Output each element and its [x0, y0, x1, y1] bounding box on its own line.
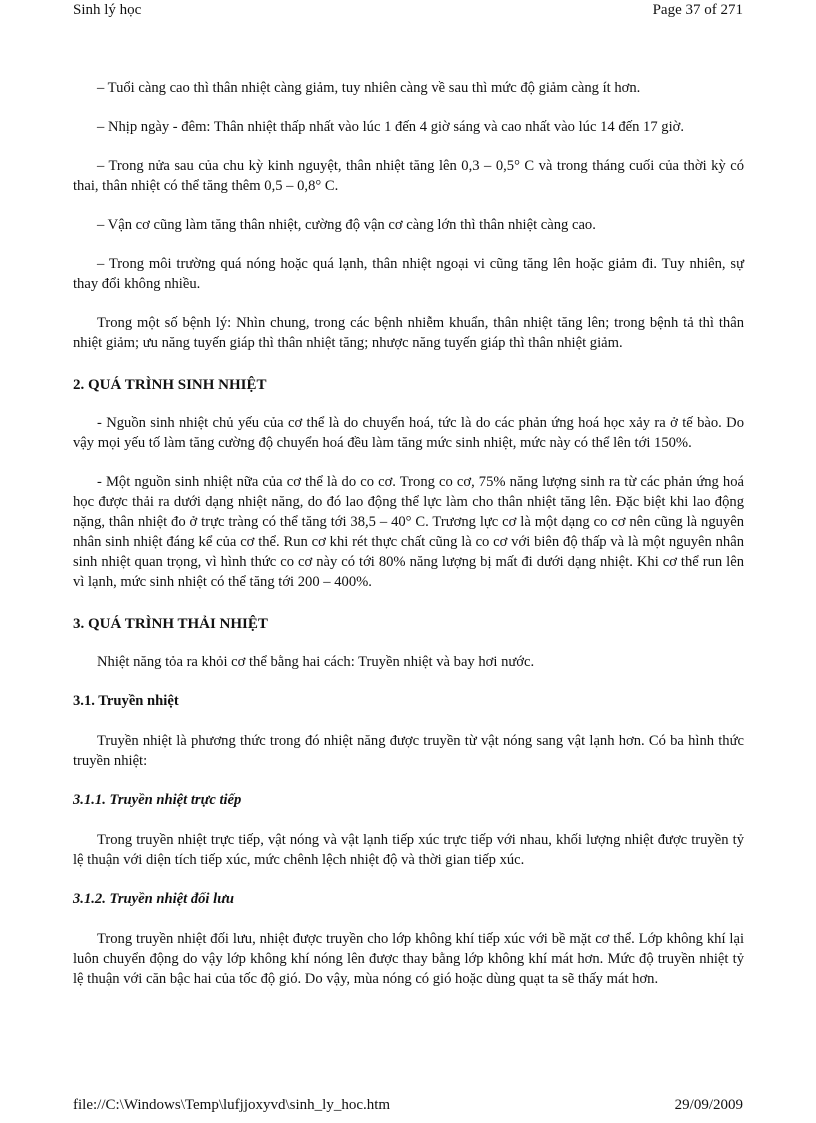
paragraph: Truyền nhiệt là phương thức trong đó nhiệt năng được truyền từ vật nóng sang vật lạnh hơn. Có ba hình thức truyền nhiệt: — [73, 733, 744, 769]
section-heading: 2. QUÁ TRÌNH SINH NHIỆT — [73, 377, 267, 393]
paragraph: – Trong môi trường quá nóng hoặc quá lạnh, thân nhiệt ngoại vi cũng tăng lên hoặc giảm đi. Tuy nhiên, sự thay đổi không nhiều. — [73, 256, 744, 292]
footer-date: 29/09/2009 — [674, 1097, 743, 1113]
section-heading: 3. QUÁ TRÌNH THẢI NHIỆT — [73, 616, 268, 632]
subsection-heading: 3.1. Truyền nhiệt — [73, 693, 179, 709]
paragraph: – Trong nửa sau của chu kỳ kinh nguyệt, thân nhiệt tăng lên 0,3 – 0,5° C và trong tháng cuối của thời kỳ có thai, thân nhiệt có thể tăng thêm 0,5 – 0,8° C. — [73, 158, 744, 194]
subsubsection-heading: 3.1.1. Truyền nhiệt trực tiếp — [73, 792, 242, 808]
page-number: Page 37 of 271 — [652, 2, 743, 18]
paragraph: Trong truyền nhiệt trực tiếp, vật nóng và vật lạnh tiếp xúc trực tiếp với nhau, khối lượng nhiệt được truyền tỷ lệ thuận với diện tích tiếp xúc, mức chênh lệch nhiệt độ và thời gian tiếp xúc. — [73, 832, 744, 868]
paragraph: – Nhịp ngày - đêm: Thân nhiệt thấp nhất vào lúc 1 đến 4 giờ sáng và cao nhất vào lúc 14 đến 17 giờ. — [97, 119, 685, 135]
paragraph: Trong truyền nhiệt đối lưu, nhiệt được truyền cho lớp không khí tiếp xúc với bề mặt cơ thể. Lớp không khí lại luôn chuyển động do vậy lớp không khí nóng lên được thay bằng lớp không khí mát hơn. Mức độ truyền nhiệt tỷ lệ thuận với căn bậc hai của tốc độ gió. Do vậy, mùa nóng có gió hoặc dùng quạt ta sẽ thấy mát hơn. — [73, 931, 744, 987]
footer-file-path: file://C:\Windows\Temp\lufjjoxyvd\sinh_ly_hoc.htm — [73, 1097, 391, 1113]
paragraph: - Một nguồn sinh nhiệt nữa của cơ thể là do co cơ. Trong co cơ, 75% năng lượng sinh ra từ các phản ứng hoá học được thải ra dưới dạng nhiệt năng, do đó lao động thể lực làm cho thân nhiệt tăng lên. Đặc biệt khi lao động nặng, thân nhiệt đo ở trực tràng có thể tăng tới 38,5 – 40° C. Trương lực cơ là một dạng co cơ nên cũng là nguyên nhân sinh nhiệt đáng kể của cơ thể. Run cơ khi rét thực chất cũng là co cơ với biên độ thấp và là một nguyên nhân sinh nhiệt quan trọng, vì hình thức co cơ này có tới 80% năng lượng bị mất đi dưới dạng nhiệt. Khi cơ thể run lên vì lạnh, mức sinh nhiệt có thể tăng tới 200 – 400%. — [73, 474, 744, 590]
paragraph: – Tuổi càng cao thì thân nhiệt càng giảm, tuy nhiên càng về sau thì mức độ giảm càng ít hơn. — [97, 80, 641, 96]
paragraph: Trong một số bệnh lý: Nhìn chung, trong các bệnh nhiễm khuẩn, thân nhiệt tăng lên; trong bệnh tả thì thân nhiệt giảm; ưu năng tuyến giáp thì thân nhiệt tăng; nhược năng tuyến giáp thì thân nhiệt giảm. — [73, 315, 744, 351]
paragraph: Nhiệt năng tỏa ra khỏi cơ thể bằng hai cách: Truyền nhiệt và bay hơi nước. — [97, 654, 535, 670]
paragraph: - Nguồn sinh nhiệt chủ yếu của cơ thể là do chuyển hoá, tức là do các phản ứng hoá học xảy ra ở tế bào. Do vậy mọi yếu tố làm tăng cường độ chuyển hoá đều làm tăng mức sinh nhiệt, mức này có thể lên tới 150%. — [73, 415, 744, 451]
header-title: Sinh lý học — [73, 2, 142, 18]
document-body — [73, 78, 744, 1008]
paragraph: – Vận cơ cũng làm tăng thân nhiệt, cường độ vận cơ càng lớn thì thân nhiệt càng cao. — [97, 217, 596, 233]
subsubsection-heading: 3.1.2. Truyền nhiệt đối lưu — [73, 891, 235, 907]
